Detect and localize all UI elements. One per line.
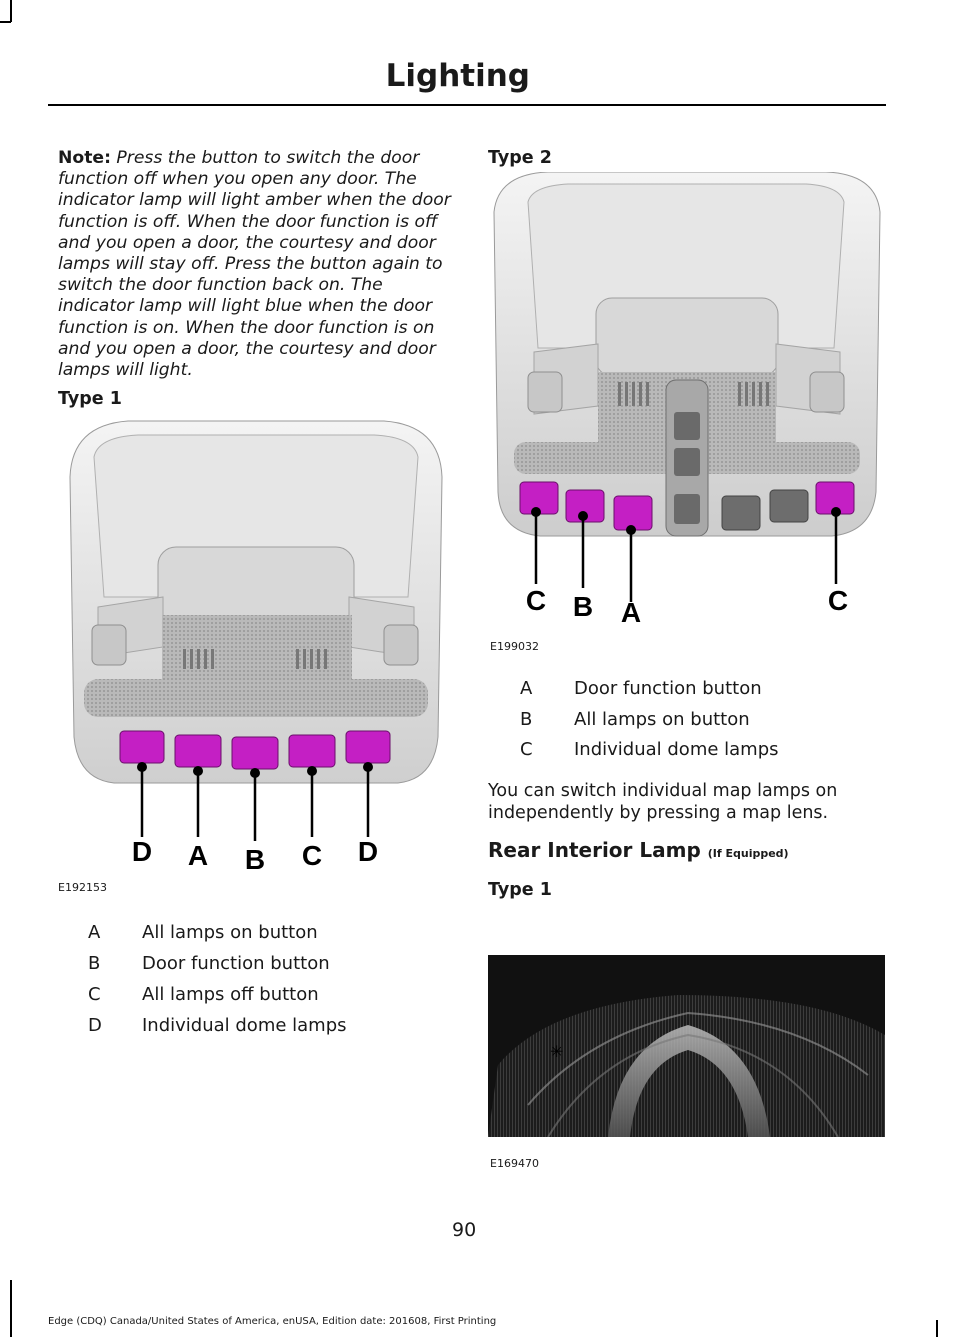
note-text: Press the button to switch the door function off when you open any door. The indicator lamp will light amber when the door function is off. When the door function is off and you open a door, the courtesy and door lamps will stay off. Press the button again to switch the door function back on. The indicator lamp will light blue when the door function is on. When the door function is on and you open a door, the courtesy and door lamps will light. [58,148,451,381]
callout-label: B [572,591,594,622]
legend-description: Door function button [574,678,762,699]
crop-mark [10,1280,12,1337]
crop-mark [936,1320,938,1337]
callout-label: C [827,585,849,616]
legend-letter: A [520,678,533,699]
section-heading [488,838,789,862]
callout-label: D [357,836,379,867]
legend-letter: C [88,984,101,1005]
legend-letter: C [520,739,533,760]
callout-label: A [620,597,642,628]
section-title: Rear Interior Lamp [488,838,701,862]
legend-description: All lamps off button [142,984,319,1005]
figure-code: E199032 [490,640,539,653]
legend-letter: B [88,953,101,974]
callout-label: C [301,840,323,871]
footer-text: Edge (CDQ) Canada/United States of America, enUSA, Edition date: 201608, First Printing [48,1316,497,1327]
type2-overhead-console-figure [488,172,886,632]
crop-mark [10,0,12,22]
legend-description: Individual dome lamps [574,739,779,760]
figure-code: E192153 [58,881,107,894]
legend-letter: A [88,922,101,943]
legend-description: Door function button [142,953,330,974]
note-label: Note: [58,148,111,168]
type1-overhead-console-figure [58,417,454,877]
page-number: 90 [452,1219,477,1241]
legend-letter: D [88,1015,102,1036]
map-lamps-paragraph: You can switch individual map lamps on independently by pressing a map lens. [488,781,838,823]
callout-label: B [244,844,266,875]
callout-label: A [187,840,209,871]
legend-description: Individual dome lamps [142,1015,347,1036]
figure-code: E169470 [490,1157,539,1170]
type2-heading: Type 2 [488,148,552,168]
legend-description: All lamps on button [574,709,750,730]
page-title: Lighting [385,58,530,94]
svg-text:✳: ✳ [550,1042,564,1061]
type1-heading: Type 1 [58,389,122,409]
callout-label: C [525,585,547,616]
callout-label: D [131,836,153,867]
note-paragraph [58,148,453,381]
rear-interior-lamp-figure [488,955,885,1137]
header-rule [48,104,886,106]
legend-description: All lamps on button [142,922,318,943]
rear-type1-heading: Type 1 [488,880,552,900]
crop-mark [0,21,11,23]
legend-letter: B [520,709,533,730]
section-qualifier: (If Equipped) [707,847,789,860]
